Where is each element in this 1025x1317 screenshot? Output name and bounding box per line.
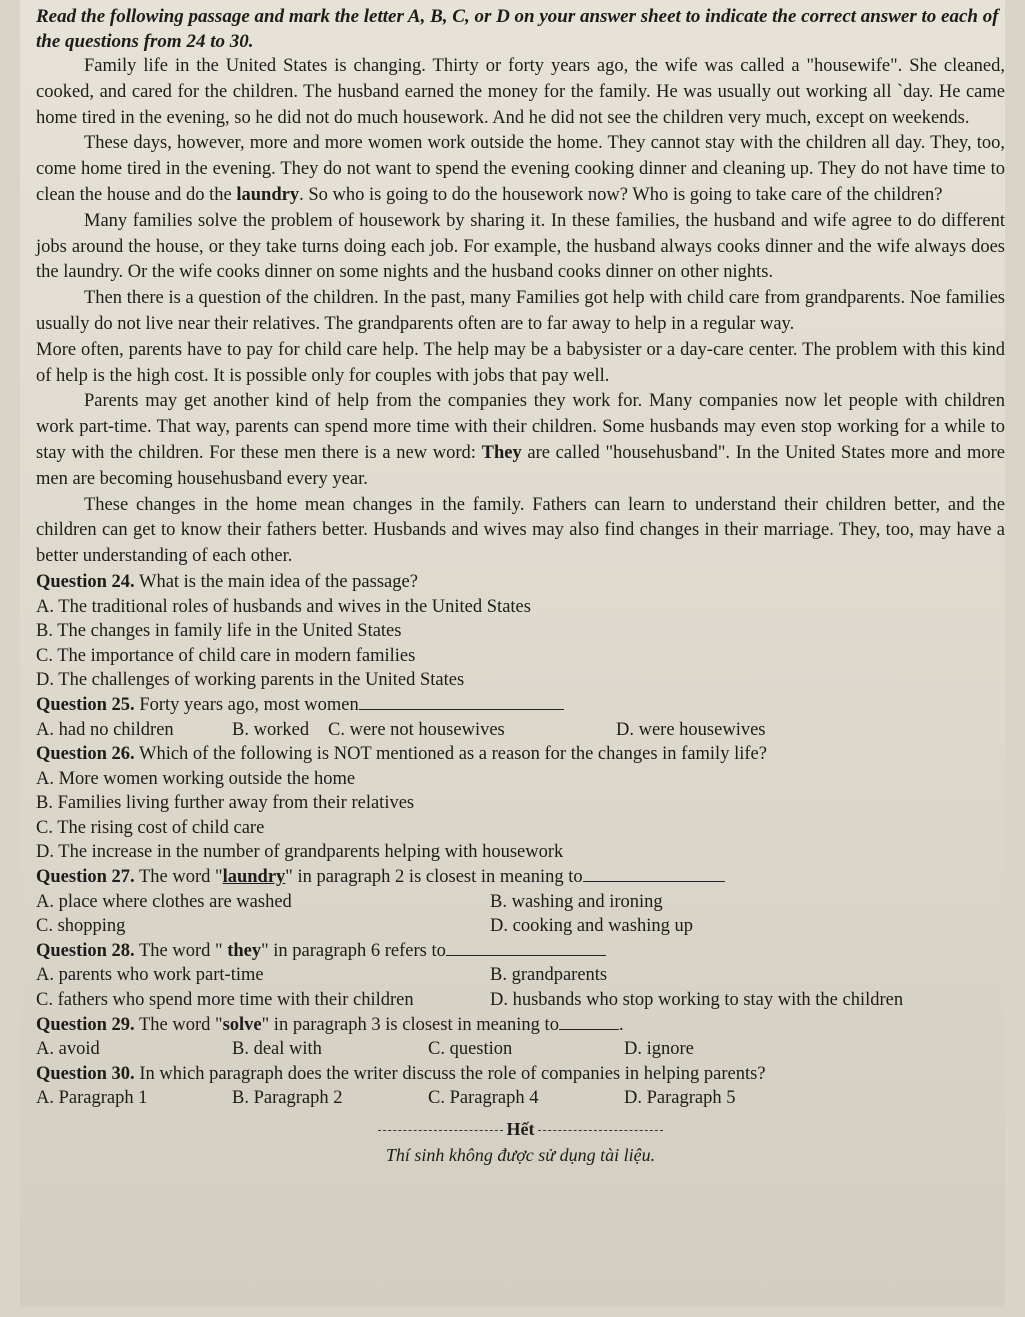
paragraph-2: These days, however, more and more women work outside the home. They cannot stay with the children all day. They, too, come home tired in the evening. They do not want to spend the evening cooking dinner and cleaning up. They do not have time to clean the house and do the laundry. So who is going to do the housework now? Who is going to take care of the children? xyxy=(36,133,1005,205)
option-c: C. Paragraph 4 xyxy=(428,1088,539,1109)
paragraph-5: More often, parents have to pay for child care help. The help may be a babysister or a day-care center. The problem with this kind of help is the high cost. It is possible only for couples with jobs that pay well. xyxy=(36,339,1005,386)
options-row xyxy=(36,890,1005,915)
option-b: B. The changes in family life in the United States xyxy=(36,621,402,642)
question-number: Question 27. xyxy=(36,867,135,888)
question-text: In which paragraph does the writer discuss the role of companies in helping parents? xyxy=(134,1063,766,1084)
question-27: Question 27. The word "laundry" in paragraph 2 is closest in meaning to A. place where clothes are washed B. washing and ironing C. shopping D. cooking and washing up xyxy=(36,865,1005,939)
option-d: D. were housewives xyxy=(616,719,766,740)
option-d: D. Paragraph 5 xyxy=(624,1088,736,1109)
option-b: B. worked xyxy=(232,719,310,740)
paragraph-4: Then there is a question of the children. In the past, many Families got help with child care from grandparents. Noe families usually do not live near their relatives. The grandparents often are to far away to help in a regular way. xyxy=(36,288,1005,334)
option-d: D. The increase in the number of grandparents helping with housework xyxy=(36,842,564,863)
option-c: C. question xyxy=(428,1039,513,1060)
option-b: B. deal with xyxy=(232,1039,322,1060)
highlight-laundry: laundry xyxy=(236,184,300,205)
option-c: C. The importance of child care in modern families xyxy=(36,645,416,666)
question-number: Question 29. xyxy=(36,1014,135,1035)
target-word: they xyxy=(227,940,262,961)
passage xyxy=(36,54,1005,570)
option-d: D. ignore xyxy=(624,1039,694,1060)
target-word: solve xyxy=(222,1014,262,1035)
end-marker: Hết xyxy=(36,1117,1005,1141)
question-25 xyxy=(36,693,1005,742)
question-24 xyxy=(36,570,1005,693)
question-number: Question 26. xyxy=(36,744,135,765)
question-number: Question 28. xyxy=(36,940,135,961)
paragraph-1: Family life in the United States is changing. Thirty or forty years ago, the wife was called a "housewife". She cleaned, cooked, and cared for the children. The husband earned the money for the family. He was usually out working all `day. He came home tired in the evening, so he did not do much housework. And he did not see the children very much, except on weekends. xyxy=(36,56,1005,128)
exam-sheet xyxy=(20,0,1005,1307)
option-a: A. More women working outside the home xyxy=(36,768,356,789)
question-28: Question 28. The word " they" in paragraph 6 refers to A. parents who work part-time B. grandparents C. fathers who spend more time with their children D. husbands who stop working to stay with the children xyxy=(36,939,1005,1013)
question-text: Forty years ago, most women xyxy=(134,694,359,715)
answer-blank xyxy=(559,1013,619,1030)
option-a: A. place where clothes are washed xyxy=(36,891,292,912)
option-d: D. cooking and washing up xyxy=(490,916,693,937)
option-b: B. washing and ironing xyxy=(490,891,663,912)
question-text: Which of the following is NOT mentioned as a reason for the changes in family life? xyxy=(134,744,767,765)
question-26 xyxy=(36,742,1005,865)
answer-blank xyxy=(359,693,564,710)
option-a: A. The traditional roles of husbands and wives in the United States xyxy=(36,596,531,617)
answer-blank xyxy=(583,865,725,882)
option-a: A. avoid xyxy=(36,1039,100,1060)
question-number: Question 25. xyxy=(36,694,135,715)
option-b: B. grandparents xyxy=(490,965,608,986)
instruction: Read the following passage and mark the letter A, B, C, or D on your answer sheet to indicate the correct answer to each of the questions from 24 to 30. xyxy=(36,6,999,52)
answer-blank xyxy=(446,939,606,956)
options-row xyxy=(36,1037,1005,1062)
question-text: What is the main idea of the passage? xyxy=(134,571,418,592)
paragraph-6: Parents may get another kind of help from the companies they work for. Many companies now let people with children work part-time. That way, parents can spend more time with their children. Some husbands may even stop working for a while to stay with the children. For these men there is a new word: They are called "househusband". In the United States more and more men are becoming househusband every year. xyxy=(36,391,1005,489)
question-30 xyxy=(36,1062,1005,1111)
option-a: A. Paragraph 1 xyxy=(36,1088,148,1109)
options-row xyxy=(36,1086,1005,1111)
option-b: B. Paragraph 2 xyxy=(232,1088,343,1109)
option-c: C. shopping xyxy=(36,916,126,937)
option-c: C. The rising cost of child care xyxy=(36,817,265,838)
option-d: D. husbands who stop working to stay with the children xyxy=(490,990,904,1011)
option-c: C. were not housewives xyxy=(328,719,505,740)
paragraph-7: These changes in the home mean changes in the family. Fathers can learn to understand their children better, and the children can get to know their fathers better. Husbands and wives may also find changes in their marriage. They, too, may have a better understanding of each other. xyxy=(36,494,1005,567)
options-row xyxy=(36,963,1005,988)
options-row xyxy=(36,718,1005,743)
option-d: D. The challenges of working parents in the United States xyxy=(36,670,465,691)
option-b: B. Families living further away from their relatives xyxy=(36,793,415,814)
footer-note: Thí sinh không được sử dụng tài liệu. xyxy=(385,1145,656,1165)
highlight-they: They xyxy=(481,442,522,463)
question-number: Question 24. xyxy=(36,571,135,592)
option-c: C. fathers who spend more time with their children xyxy=(36,990,414,1011)
options-row xyxy=(36,914,1005,939)
option-a: A. parents who work part-time xyxy=(36,965,264,986)
question-number: Question 30. xyxy=(36,1063,135,1084)
paragraph-3: Many families solve the problem of housework by sharing it. In these families, the husband and wife agree to do different jobs around the house, or they take turns doing each job. For example, the husband always cooks dinner and the wife always does the laundry. Or the wife cooks dinner on some nights and the husband cooks dinner on other nights. xyxy=(36,210,1005,283)
question-29: Question 29. The word "solve" in paragraph 3 is closest in meaning to . A. avoid B. deal with C. question D. ignore xyxy=(36,1013,1005,1062)
options-row xyxy=(36,988,1005,1013)
option-a: A. had no children xyxy=(36,719,174,740)
target-word: laundry xyxy=(222,867,286,888)
